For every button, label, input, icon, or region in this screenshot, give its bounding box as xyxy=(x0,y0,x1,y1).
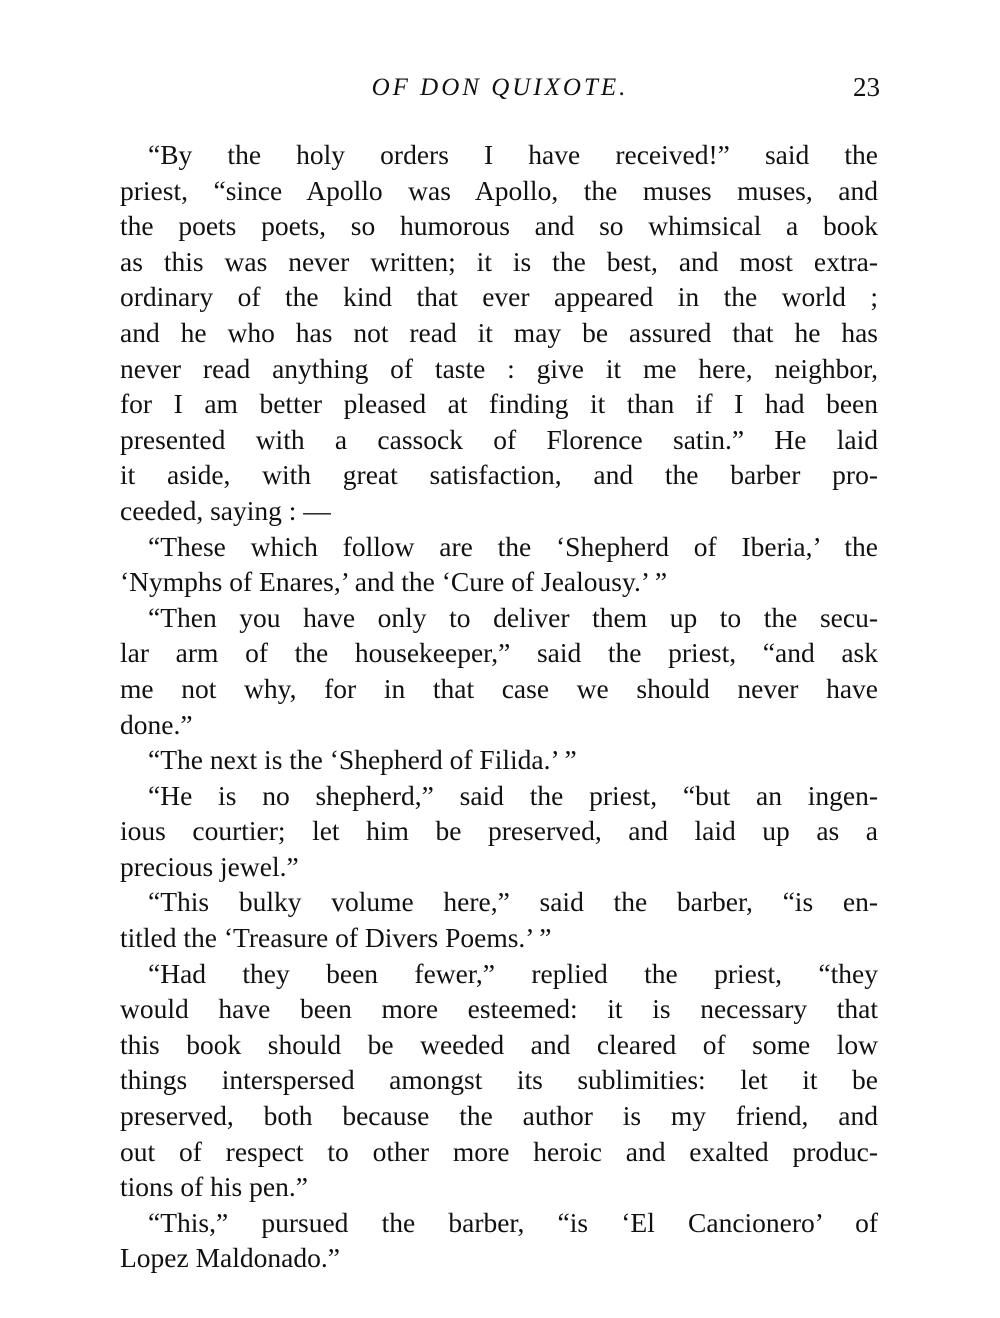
text-line: done.” xyxy=(120,708,193,740)
text-line: titled the ‘Treasure of Divers Poems.’ ” xyxy=(120,922,552,954)
text-line: ordinary of the kind that ever appeared in the world ; xyxy=(120,281,878,313)
text-line: would have been more esteemed: it is necessary that xyxy=(120,993,878,1025)
text-line: “This bulky volume here,” said the barber, “is en- xyxy=(148,886,878,918)
text-line: it aside, with great satisfaction, and the barber pro- xyxy=(120,459,878,491)
text-line: me not why, for in that case we should never have xyxy=(120,672,878,704)
text-line: “This,” pursued the barber, “is ‘El Cancionero’ of xyxy=(148,1206,878,1238)
text-line: never read anything of taste : give it me here, neighbor, xyxy=(120,352,878,384)
text-line: “He is no shepherd,” said the priest, “but an ingen- xyxy=(148,779,878,811)
text-line: as this was never written; it is the best, and most extra- xyxy=(120,245,878,277)
text-line: out of respect to other more heroic and exalted produc- xyxy=(120,1135,878,1167)
text-line: preserved, both because the author is my friend, and xyxy=(120,1100,878,1132)
running-title: OF DON QUIXOTE. xyxy=(371,74,629,101)
page-body-text xyxy=(120,137,878,1276)
text-line: “Then you have only to deliver them up to the secu- xyxy=(148,601,878,633)
text-line: Lopez Maldonado.” xyxy=(120,1242,340,1274)
text-line: and he who has not read it may be assured that he has xyxy=(120,316,878,348)
text-line: ceeded, saying : — xyxy=(120,494,331,526)
text-line: this book should be weeded and cleared of some low xyxy=(120,1028,878,1060)
page-number: 23 xyxy=(853,72,880,102)
text-line: ‘Nymphs of Enares,’ and the ‘Cure of Jealousy.’ ” xyxy=(120,566,668,598)
text-line: “These which follow are the ‘Shepherd of Iberia,’ the xyxy=(148,530,878,562)
page-header xyxy=(120,68,880,108)
text-line: for I am better pleased at finding it than if I had been xyxy=(120,388,878,420)
text-line: tions of his pen.” xyxy=(120,1171,308,1203)
text-line: priest, “since Apollo was Apollo, the muses muses, and xyxy=(120,174,878,206)
text-line: things interspersed amongst its sublimities: let it be xyxy=(120,1064,878,1096)
text-line: presented with a cassock of Florence satin.” He laid xyxy=(120,423,878,455)
text-line: the poets poets, so humorous and so whimsical a book xyxy=(120,210,878,242)
text-line: lar arm of the housekeeper,” said the priest, “and ask xyxy=(120,637,878,669)
text-line: “By the holy orders I have received!” said the xyxy=(148,139,878,170)
text-line: ious courtier; let him be preserved, and laid up as a xyxy=(120,815,878,847)
text-line: precious jewel.” xyxy=(120,850,299,882)
text-line: “The next is the ‘Shepherd of Filida.’ ” xyxy=(148,744,577,776)
text-line: “Had they been fewer,” replied the priest, “they xyxy=(148,957,878,989)
